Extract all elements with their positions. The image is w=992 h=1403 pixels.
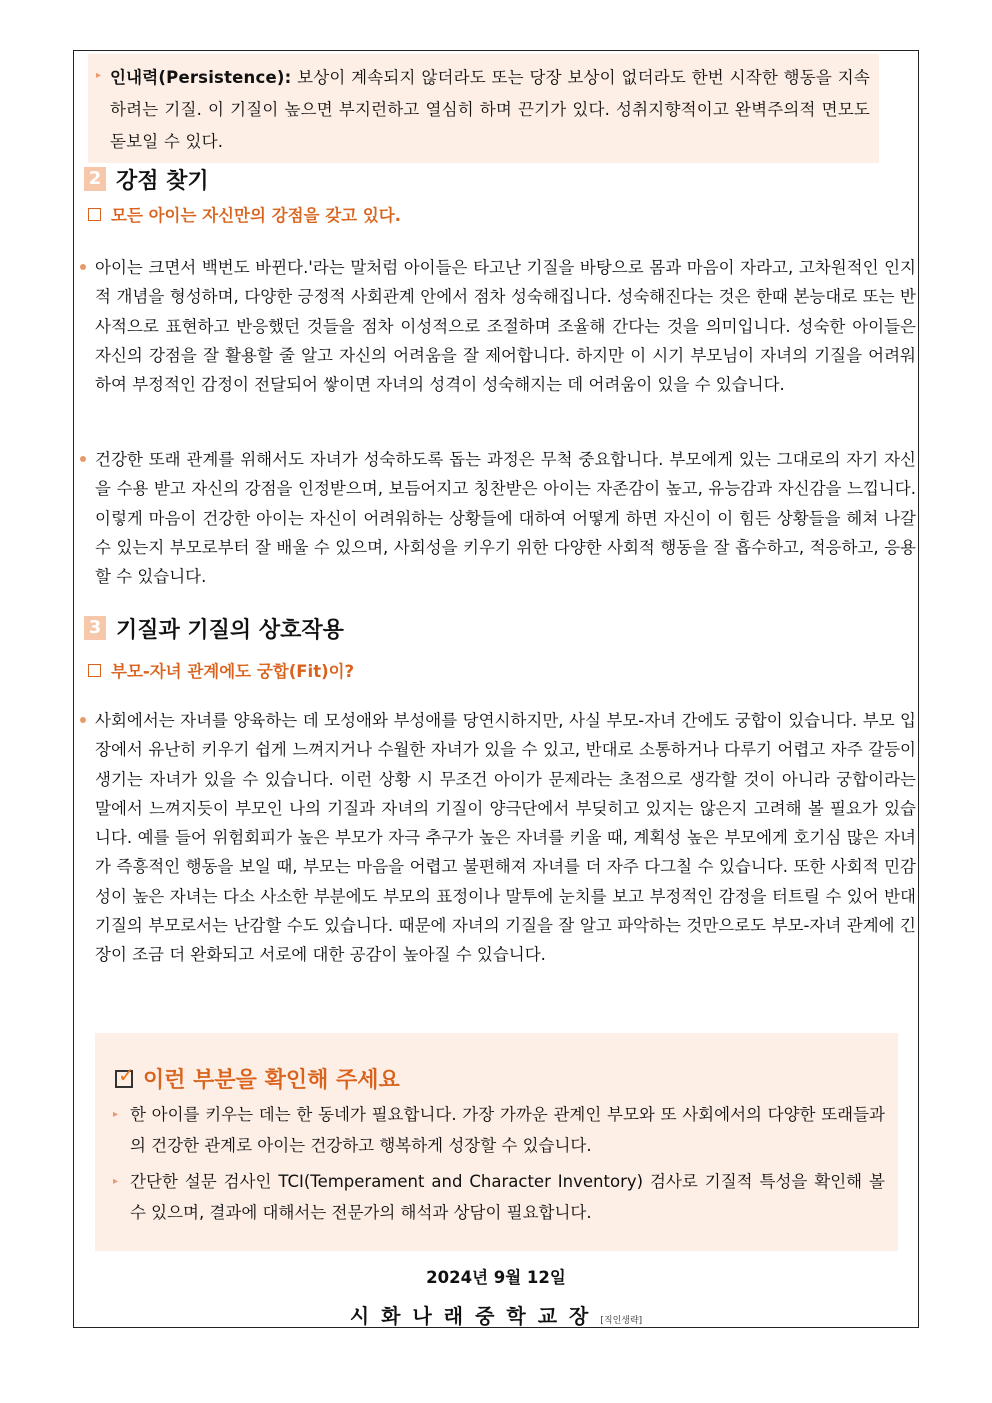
persistence-box	[88, 54, 879, 163]
school-signature	[0, 1300, 992, 1329]
section-3-subheading-text: 부모-자녀 관계에도 궁합(Fit)이?	[111, 662, 355, 681]
check-box-section	[95, 1033, 898, 1251]
persistence-description: 보상이 계속되지 않더라도 또는 당장 보상이 없더라도 한번 시작한 행동을 지속하려는 기질. 이 기질이 높으면 부지런하고 열심히 하며 끈기가 있다. 성취지향적이고 완벽주의적 면모도 돋보일 수 있다.	[110, 68, 870, 151]
square-bullet-icon	[88, 208, 101, 221]
section-3-subheading	[88, 658, 354, 682]
section-2-subheading	[88, 202, 401, 226]
paragraph-text: 아이는 크면서 백번도 바뀐다.'라는 말처럼 아이들은 타고난 기질을 바탕으로 몸과 마음이 자라고, 고차원적인 인지적 개념을 형성하며, 다양한 긍정적 사회관계 안에서 점차 성숙해집니다. 성숙해진다는 것은 한때 본능대로 또는 반사적으로 표현하고 반응했던 것들을 점차 이성적으로 조절하며 조율해 간다는 것을 의미입니다. 성숙한 아이들은 자신의 강점을 잘 활용할 줄 알고 자신의 어려움을 잘 제어합니다. 하지만 이 시기 부모님이 자녀의 기질을 어려워하여 부정적인 감정이 전달되어 쌓이면 자녀의 성격이 성숙해지는 데 어려움이 있을 수 있습니다.	[95, 258, 916, 395]
section-2-title: 강점 찾기	[116, 168, 209, 194]
check-item-2	[113, 1166, 885, 1228]
triangle-bullet-icon: ▸	[96, 70, 102, 81]
check-item-1	[113, 1099, 885, 1161]
persistence-term: 인내력(Persistence):	[110, 68, 292, 87]
section-2-subheading-text: 모든 아이는 자신만의 강점을 갖고 있다.	[111, 206, 402, 225]
persistence-text	[110, 62, 870, 158]
section-3-heading	[84, 613, 344, 643]
section-3-paragraph-1	[80, 706, 916, 970]
school-name: 시화나래중학교장	[349, 1304, 601, 1328]
triangle-bullet-icon: ▸	[113, 1109, 119, 1120]
check-item-text: 한 아이를 키우는 데는 한 동네가 필요합니다. 가장 가까운 관계인 부모와 또 사회에서의 다양한 또래들과의 건강한 관계로 아이는 건강하고 행복하게 성장할 수 있습니다.	[130, 1105, 885, 1155]
checkbox-icon: ✓	[115, 1070, 133, 1088]
section-2-heading	[84, 164, 209, 194]
check-title: 이런 부분을 확인해 주세요	[143, 1068, 400, 1093]
triangle-bullet-icon: ▸	[113, 1176, 119, 1187]
dot-bullet-icon	[80, 264, 86, 270]
section-3-number: 3	[84, 616, 106, 640]
paragraph-text: 건강한 또래 관계를 위해서도 자녀가 성숙하도록 돕는 과정은 무척 중요합니다. 부모에게 있는 그대로의 자기 자신을 수용 받고 자신의 강점을 인정받으며, 보듬어지고 칭찬받은 아이는 자존감이 높고, 유능감과 자신감을 느낍니다. 이렇게 마음이 건강한 아이는 자신이 어려워하는 상황들에 대하여 어떻게 하면 자신이 이 힘든 상황들을 헤쳐 나갈 수 있는지 부모로부터 잘 배울 수 있으며, 사회성을 키우기 위한 다양한 사회적 행동을 잘 흡수하고, 적응하고, 응용할 수 있습니다.	[95, 450, 916, 587]
check-heading	[115, 1063, 400, 1094]
check-item-text: 간단한 설문 검사인 TCI(Temperament and Character Inventory) 검사로 기질적 특성을 확인해 볼 수 있으며, 결과에 대해서는 전문가의 해석과 상담이 필요합니다.	[130, 1172, 885, 1222]
dot-bullet-icon	[80, 717, 86, 723]
square-bullet-icon	[88, 664, 101, 677]
section-2-paragraph-1	[80, 253, 916, 399]
document-date: 2024년 9월 12일	[426, 1268, 566, 1287]
stamp-note: [직인생략]	[600, 1316, 643, 1326]
dot-bullet-icon	[80, 456, 86, 462]
section-2-number: 2	[84, 167, 106, 191]
section-2-paragraph-2	[80, 445, 916, 591]
paragraph-text: 사회에서는 자녀를 양육하는 데 모성애와 부성애를 당연시하지만, 사실 부모-자녀 간에도 궁합이 있습니다. 부모 입장에서 유난히 키우기 쉽게 느껴지거나 수월한 자녀가 있을 수 있고, 반대로 소통하거나 다루기 어렵고 자주 갈등이 생기는 자녀가 있을 수 있습니다. 이런 상황 시 무조건 아이가 문제라는 초점으로 생각할 것이 아니라 궁합이라는 말에서 느껴지듯이 부모인 나의 기질과 자녀의 기질이 양극단에서 부딪히고 있지는 않은지 고려해 볼 필요가 있습니다. 예를 들어 위험회피가 높은 부모가 자극 추구가 높은 자녀를 키울 때, 계획성 높은 부모에게 호기심 많은 자녀가 즉흥적인 행동을 보일 때, 부모는 마음을 어렵고 불편해져 자녀를 더 자주 다그칠 수 있습니다. 또한 사회적 민감성이 높은 자녀는 다소 사소한 부분에도 부모의 표정이나 말투에 눈치를 보고 부정적인 감정을 터트릴 수 있어 반대 기질의 부모로서는 난감할 수도 있습니다. 때문에 자녀의 기질을 잘 알고 파악하는 것만으로도 부모-자녀 관계에 긴장이 조금 더 완화되고 서로에 대한 공감이 높아질 수 있습니다.	[95, 711, 916, 965]
section-3-title: 기질과 기질의 상호작용	[116, 617, 344, 643]
